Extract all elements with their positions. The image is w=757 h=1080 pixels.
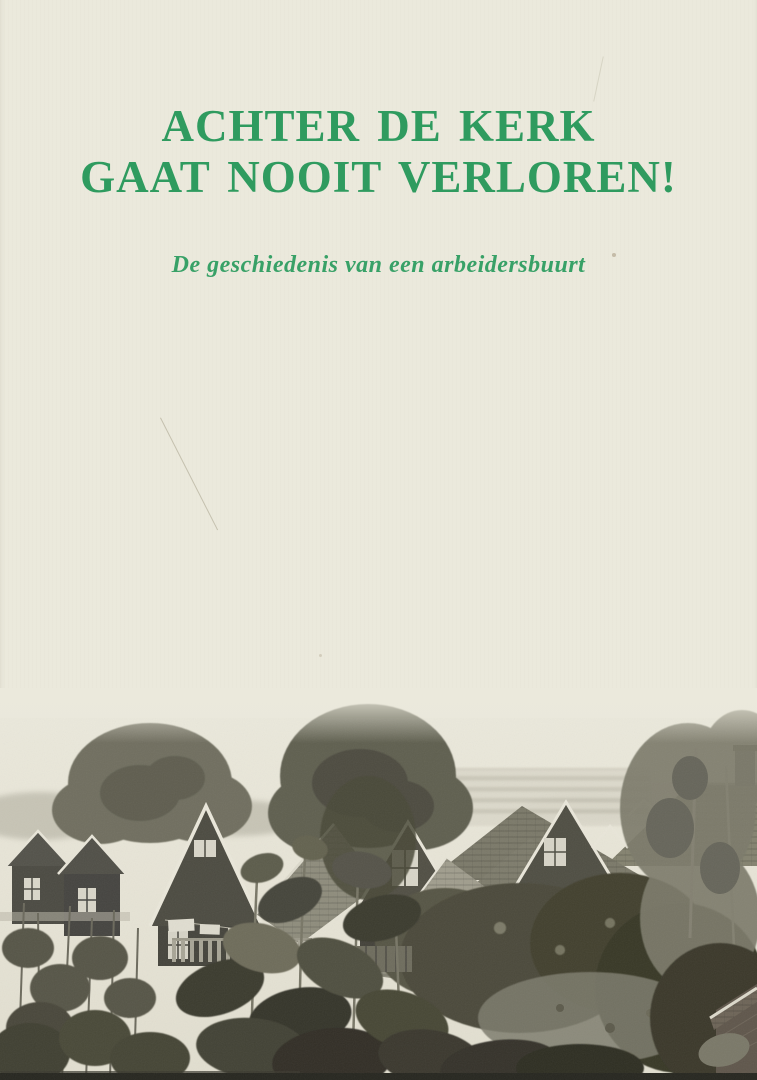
title-line-2: GAAT NOOIT VERLOREN!: [80, 151, 677, 202]
paper-speck: [612, 253, 616, 257]
subtitle: De geschiedenis van een arbeidersbuurt: [171, 252, 586, 278]
page-title: [0, 101, 757, 203]
title-line-1: ACHTER DE KERK: [161, 101, 596, 151]
paper-scratch: [593, 56, 604, 101]
paper-speck: [319, 654, 322, 657]
paper-scratch: [160, 418, 218, 531]
neighbourhood-photo: [0, 688, 757, 1080]
